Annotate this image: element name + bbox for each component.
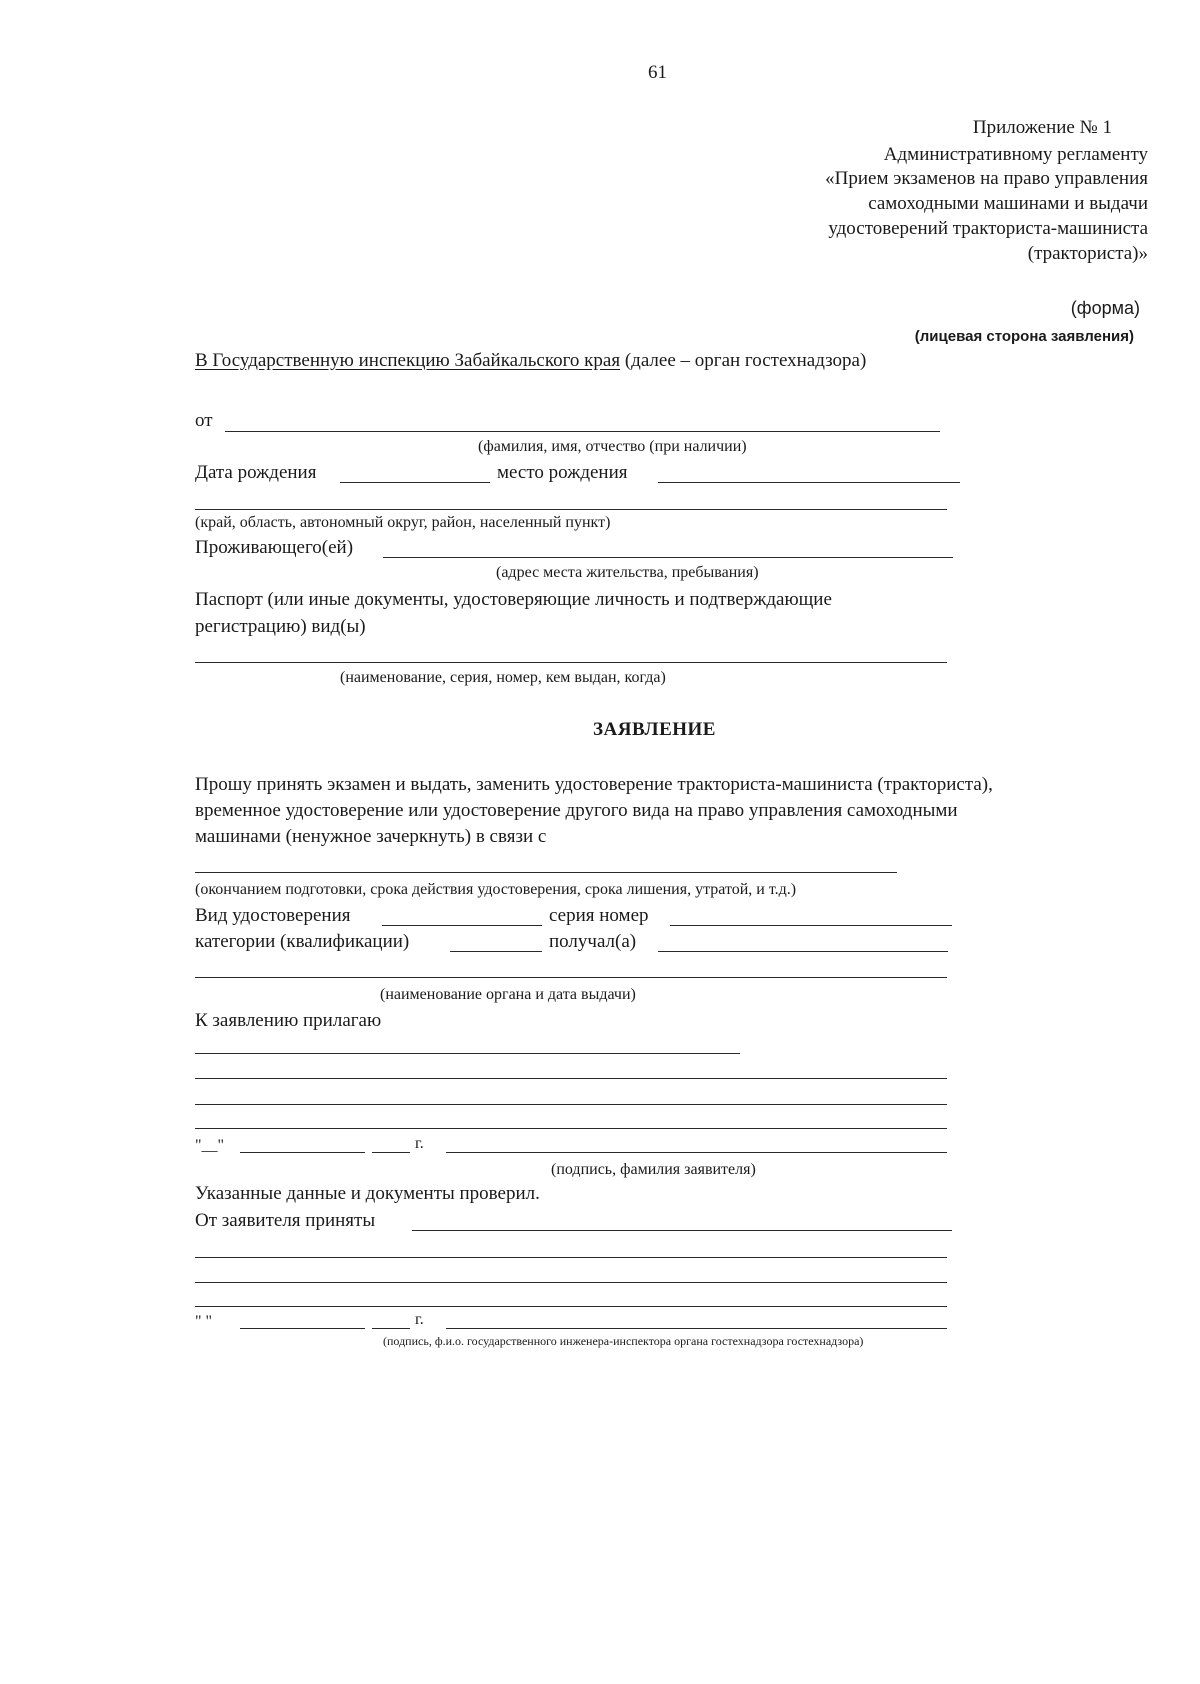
inspector-date-month-field-line[interactable]	[240, 1328, 365, 1329]
attach-field-line-3[interactable]	[195, 1104, 947, 1105]
region-field-line[interactable]	[195, 509, 947, 510]
regulation-line-5: (тракториста)»	[1027, 243, 1148, 264]
passport-line-2: регистрацию) вид(ы)	[195, 616, 366, 637]
residing-field-line[interactable]	[383, 557, 953, 558]
series-number-field-line[interactable]	[670, 925, 952, 926]
regulation-line-3: самоходными машинами и выдачи	[868, 193, 1148, 214]
attach-field-line-1[interactable]	[195, 1053, 740, 1054]
series-number-label: серия номер	[549, 905, 649, 926]
passport-line-1: Паспорт (или иные документы, удостоверяющие личность и подтверждающие	[195, 589, 832, 610]
attach-label: К заявлению прилагаю	[195, 1010, 382, 1031]
issuer-hint: (наименование органа и дата выдачи)	[380, 986, 636, 1003]
addressee-name: В Государственную инспекцию Забайкальского края	[195, 350, 621, 371]
from-field-line[interactable]	[225, 431, 940, 432]
side-label: (лицевая сторона заявления)	[914, 328, 1134, 345]
accepted-field-line-2[interactable]	[195, 1257, 947, 1258]
attach-field-line-4[interactable]	[195, 1128, 947, 1129]
form-label: (форма)	[1070, 298, 1140, 318]
residing-label: Проживающего(ей)	[195, 537, 354, 558]
inspector-signature-hint: (подпись, ф.и.о. государственного инженера-инспектора органа гостехнадзора гостехнадзора)	[383, 1334, 864, 1348]
reason-field-line[interactable]	[195, 872, 897, 873]
body-line-2: временное удостоверение или удостоверение другого вида на право управления самоходными	[195, 800, 958, 821]
received-label: получал(а)	[549, 931, 637, 952]
categories-field-line[interactable]	[450, 951, 542, 952]
reason-hint: (окончанием подготовки, срока действия удостоверения, срока лишения, утратой, и т.д.)	[195, 881, 797, 898]
inspector-signature-field-line[interactable]	[446, 1328, 947, 1329]
year-suffix: г.	[415, 1135, 424, 1152]
attach-field-line-2[interactable]	[195, 1078, 947, 1079]
region-hint: (край, область, автономный округ, район, населенный пункт)	[195, 514, 611, 531]
addressee-line	[195, 350, 866, 372]
applicant-signature-field-line[interactable]	[446, 1152, 947, 1153]
birth-date-label: Дата рождения	[195, 462, 317, 483]
regulation-line-2: «Прием экзаменов на право управления	[825, 168, 1148, 189]
categories-label: категории (квалификации)	[195, 931, 410, 952]
from-label: от	[195, 410, 213, 431]
addressee-rest: (далее – орган гостехнадзора)	[620, 350, 867, 371]
license-type-label: Вид удостоверения	[195, 905, 351, 926]
birth-place-label: место рождения	[497, 462, 628, 483]
birth-date-field-line[interactable]	[340, 482, 490, 483]
accepted-field-line-3[interactable]	[195, 1282, 947, 1283]
license-type-field-line[interactable]	[382, 925, 542, 926]
date-year-field-line[interactable]	[372, 1152, 410, 1153]
applicant-signature-hint: (подпись, фамилия заявителя)	[551, 1161, 756, 1178]
inspector-date-year-field-line[interactable]	[372, 1328, 410, 1329]
body-line-1: Прошу принять экзамен и выдать, заменить удостоверение тракториста-машиниста (тракториста),	[195, 774, 993, 795]
checked-line: Указанные данные и документы проверил.	[195, 1183, 540, 1204]
accepted-label: От заявителя приняты	[195, 1210, 376, 1231]
passport-field-line[interactable]	[195, 662, 947, 663]
issuer-field-line[interactable]	[195, 977, 947, 978]
inspector-date-quote-mark: " "	[195, 1313, 213, 1330]
appendix-label: Приложение № 1	[972, 117, 1112, 138]
birth-place-field-line[interactable]	[658, 482, 960, 483]
passport-hint: (наименование, серия, номер, кем выдан, когда)	[340, 669, 666, 686]
body-line-3: машинами (ненужное зачеркнуть) в связи с	[195, 826, 547, 847]
inspector-year-suffix: г.	[415, 1311, 424, 1328]
page-number: 61	[648, 62, 667, 83]
received-field-line[interactable]	[658, 951, 948, 952]
date-quote-mark: "__"	[195, 1137, 225, 1154]
regulation-line-4: удостоверений тракториста-машиниста	[828, 218, 1148, 239]
date-month-field-line[interactable]	[240, 1152, 365, 1153]
address-hint: (адрес места жительства, пребывания)	[496, 564, 759, 581]
accepted-field-line[interactable]	[412, 1230, 952, 1231]
accepted-field-line-4[interactable]	[195, 1306, 947, 1307]
regulation-line-1: Административному регламенту	[883, 144, 1148, 165]
name-hint: (фамилия, имя, отчество (при наличии)	[478, 438, 747, 455]
document-title: ЗАЯВЛЕНИЕ	[593, 719, 716, 740]
